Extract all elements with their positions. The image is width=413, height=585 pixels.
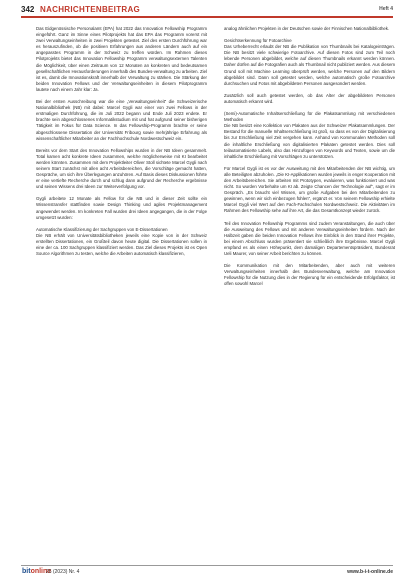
section-label: NACHRICHTENBEITRAG xyxy=(40,5,141,14)
header-rule xyxy=(21,16,393,18)
paragraph: Bereits vor dem Start des Innovation Fellowships wurden in der NB Ideen gesammelt. Total kamen acht konkrete Ideen zusammen, welche möglicherweise mit KI bearbeitet werden könnten. Zusammen mit dem Projektleiter Oliver Stoll sichtete Marcel Gygli nach seinem Start zunächst mit allen acht Arbeitsbereichen, die Vorschläge gemacht hatten, Gespräche, um sich ihre Überlegungen anzuhören. Auf Basis dieses Diskussionen führte er eine vertiefte Recherche durch und schlug dann aufgrund der Recherche ergebnisse und seinen Wissens drei Ideen zur Weiterverfolgung vor. xyxy=(36,147,207,190)
logo-accent: online xyxy=(30,568,52,575)
paragraph: Teil des Innovation Fellowship Programms sind zudem Veranstaltungen, die auch über die Ausweitung des Fellows und mit anderen Verwaltungseinheiten fördern. Nach der Halbzeit gaben die beiden Innovation Fellows ihre Einblick in den Stand ihrer Projekte, bei einem Abschluss wurden präsentiert sie schließlich ihre Ergebnisse. Marcel Gygli empfand es als einen Höhepunkt, dem damaligen Departementspräsident, Bundesrat Ueli Maurer, von seiner Arbeit berichten zu können. xyxy=(224,220,395,256)
footer-url: www.b-i-t-online.de xyxy=(347,569,393,575)
paragraph: Für Marcel Gygli ist es vor der Ausweitung mit den Mitarbeitenden der NB wichtig, um alle Beteiligten abzuholen. „Die KI-Applikationen wurden jeweils in enger Kooperation mit den Arbeitsbereichen. Sie arbeiten mit Prototypen, evaluieren, was funktioniert und was nicht. So wurden Vorbehalte um KI ab. Zeigte Chancen der Technologie auf“, sagt er im Gespräch. „Es braucht viel Wissen, um große Aufgaben bei den Mitarbeitenden zu gewinnen, wenn wir sich einbezogen fühlen“, ergänzt er. Von seinem Fellowship erhielte Marcel Gygli viel Wert auf den Fach-Fachschulen Nordwestschweiz. Die Aktivitäten im Rahmen des Fellowship sehe auf ihre Art, die das Gesamtkonzept wieder zurück. xyxy=(224,165,395,214)
paragraph: Bei der ersten Ausschreibung war die eine „Verwaltungseinheit“ die Schweizerische Nationalbibliothek (NB) mit dabei: Marcel Gygli war einer von zwei Fellows in der erstmaligen Durchführung, die im Juli 2022 begann und Ende Juli 2023 endete. Er brachte sein abgeschlossenes Informatikstudium mit und hat aufgrund seiner bisherigen Tätigkeit im Fokus für Data Science. In das Fellowship-Programm brachte er seine abgeschlossene Dissertation der Universität Fribourg sowie mehrjährige Erfahrung als wissenschaftlicher Mitarbeiter an der Fachhochschule Nordwestschweiz ein. xyxy=(36,99,207,141)
subheading: Gesichtserkennung für Fotoarchive xyxy=(224,38,292,44)
logo-main: bit xyxy=(22,568,31,575)
left-column xyxy=(36,26,207,263)
right-column xyxy=(224,26,395,293)
issue-label: Heft 4 xyxy=(379,6,393,12)
paragraph: Die NB besitzt eine Kollektion von Plakaten aus der Schweizer Plakatsammlungen. Der Bestand für die manuelle Inhaltserschließung ist groß, so dass es von der Digitalisierung bis zur Erschließung viel Zeit vergehen kann. Anhand von Kommunalen Methoden soll die inhaltliche Erschließung von digitalisierten Plakaten getestet werden. Dies soll teilautomatisierte Labels, also das Hinzufügen von Keywords und Texten, sowie um die inhaltliche Erschließung mit Vorschlägen zu unterstützen. xyxy=(224,123,395,159)
subheading: Automatische Klassifizierung der Sachgruppen von E-Dissertationen xyxy=(36,226,168,232)
paragraph: Das Eidgenössische Personalamt (EPA) hat 2022 das Innovation Fellowship Programm eingeführt. Ganz im Sinne eines Pilotprojekts hat das EPA das Programm vorerst mit zwei Verwaltungseinheiten in zwei Projekten getestet. Ziel des ersten Durchführung war es herauszufinden, ob die positiven Erfahrungen aus anderen Ländern auch auf ein angepasstes Programm in der Schweiz zu treffen würden. Im Rahmen dieses Pilotprojekts bietet das Innovation Fellowship Programm verwaltungsexternen Talenten die Möglichkeit, über einen Zeitraum von 12 Monaten an konkreten und bedeutsamen gesellschaftlichen Herausforderungen innerhalb des Bundes-verwaltung zu arbeiten. Ziel ist es, damit die Innovationskraft innerhalb der Verwaltung zu stärken. Die Stärkung der beiden Innovation Fellows und der Verwaltungseinheiten in diesem Pilotprogramm lautete nach einem Jahr klar: Ja. xyxy=(36,26,207,92)
paragraph: analog ähnlichen Projekten in der Deutschen sowie der Finnischen Nationalbibliothek. xyxy=(224,26,390,31)
paragraph: Gygli arbeitete 12 Monate als Fellow für die NB und in dieser Zeit sollte ein Wissenstransfer stattfinden sowie Design Thinking und agiles Projektmanagement angewendet werden. Im konkreten Fall wurden drei Ideen angegangen, die in der Folge umgesetzt wurden: xyxy=(36,196,207,220)
paragraph: Das Urheberrecht erlaubt der NB die Publikation von Thumbnails bei Katalogeinträgen. Die NB besitzt viele schwierige Fotoarchive. Auf diesen Fotos sind zum Teil noch lebende Personen abgebildet, welche auf diesen Thumbnails erkannt werden können. Daher dürfen auf die Fotografien auch als Thumbnail nicht publiziert werden. Aus diesem Grund soll mit Machine Learning überprüft werden, welche Personen auf den Bildern abgebildet sind. Dann soll getestet werden, welche automatisch große Fotoarchive durchsuchen und Fotos mit abgebildeten Personen ausgesondert werden. xyxy=(224,44,395,86)
footer-issue: 26 (2023) Nr. 4 xyxy=(46,569,80,575)
paragraph: Die NB erhält von Universitätsbibliotheken jeweils eine Kopie von in der Schweiz erstellten Dissertationen, ein Großteil davon heute digital. Die Dissertationen sollen in eine der ca. 100 Sachgruppen klassifiziert werden. Das Ziel dieses Projekts ist es Open Source Algorithmen zu testen, welche die Arbeiten automatisch klassifizieren, xyxy=(36,232,207,257)
paragraph: Zusätzlich soll auch getestet werden, ob das Alter der abgebildeten Personen automatisch erkannt wird. xyxy=(224,92,395,104)
page-header xyxy=(0,0,413,18)
paragraph: Die Kommunikation mit den Mitarbeitenden, aber auch mit weiteren Verwaltungseinheiten innerhalb des Bundesverwaltung, welche am Innovation Fellowship für die Nutzung dies in der Regierung für ein entscheidende Erfolgsfaktor, ist offen sowohl Marcel xyxy=(224,263,395,287)
footer-rule xyxy=(21,565,393,566)
page-number: 342 xyxy=(21,5,35,14)
subheading: (Semi)-Automatische Inhaltserschließung für die Plakatsammlung mit verschiedenen Methoden xyxy=(224,111,395,123)
